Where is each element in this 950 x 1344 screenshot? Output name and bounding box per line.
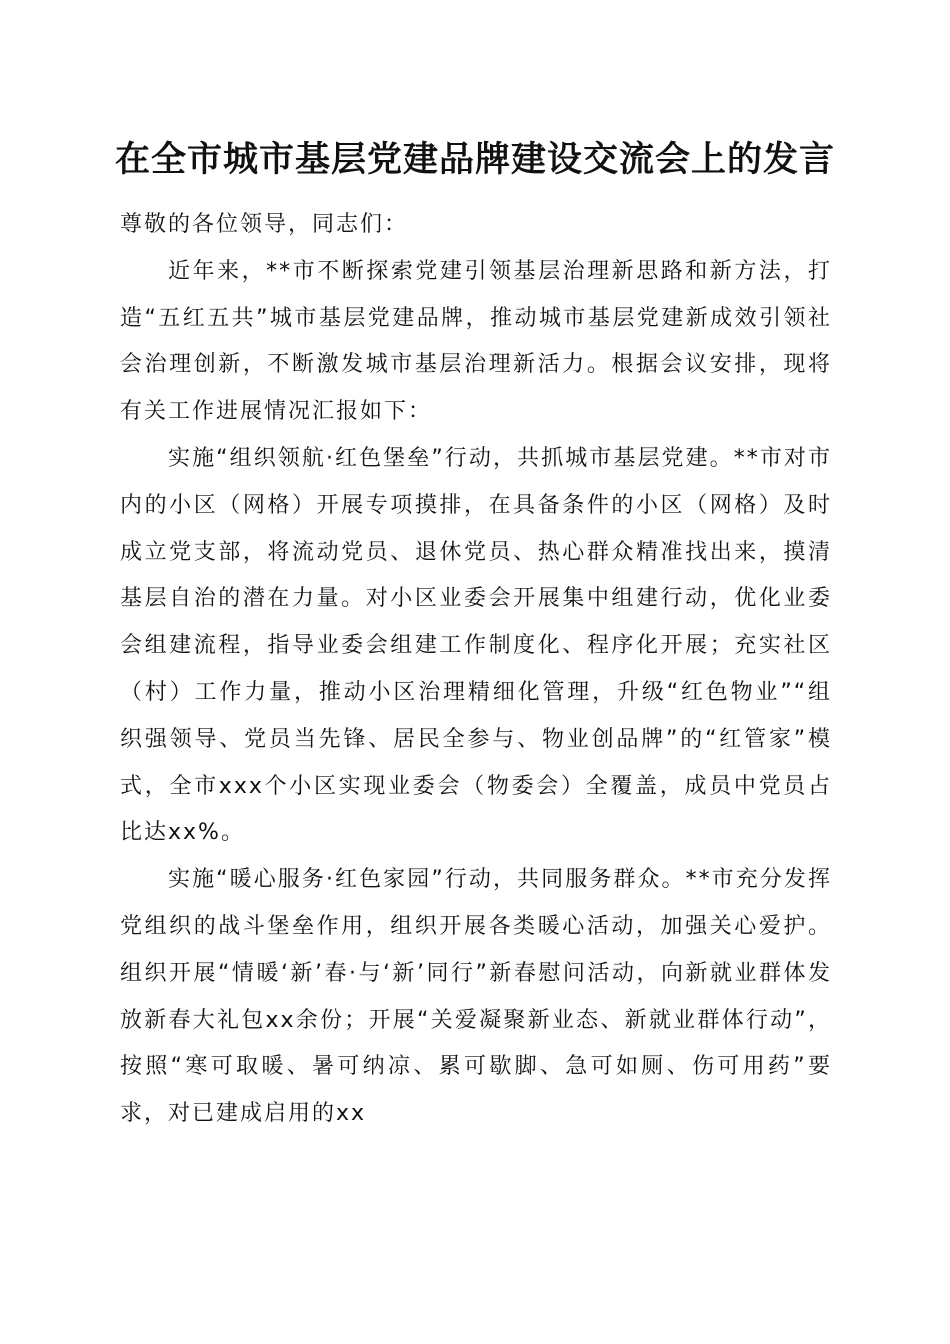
paragraph-intro: 近年来，**市不断探索党建引领基层治理新思路和新方法，打造“五红五共”城市基层党建品牌，推动城市基层党建新成效引领社会治理创新，不断激发城市基层治理新活力。根据会议安排，现将有关工作进展情况汇报如下： bbox=[120, 258, 832, 425]
paragraph-service: 实施“暖心服务·红色家园”行动，共同服务群众。**市充分发挥党组织的战斗堡垒作用，组织开展各类暖心活动，加强关心爱护。组织开展“情暖‘新’春·与‘新’同行”新春慰问活动，向新就业群体发放新春大礼包xx余份；开展“关爱凝聚新业态、新就业群体行动”，按照“寒可取暖、暑可纳凉、累可歇脚、急可如厕、伤可用药”要求，对已建成启用的xx bbox=[120, 867, 832, 1127]
document-body bbox=[120, 202, 832, 1138]
paragraph-organization: 实施“组织领航·红色堡垒”行动，共抓城市基层党建。**市对市内的小区（网格）开展专项摸排，在具备条件的小区（网格）及时成立党支部，将流动党员、退休党员、热心群众精准找出来，摸清基层自治的潜在力量。对小区业委会开展集中组建行动，优化业委会组建流程，指导业委会组建工作制度化、程序化开展；充实社区（村）工作力量，推动小区治理精细化管理，升级“红色物业”“组织强领导、党员当先锋、居民全参与、物业创品牌”的“红管家”模式，全市xxx个小区实现业委会（物委会）全覆盖，成员中党员占比达xx%。 bbox=[120, 445, 832, 846]
document-title: 在全市城市基层党建品牌建设交流会上的发言 bbox=[114, 139, 835, 180]
salutation: 尊敬的各位领导，同志们： bbox=[120, 212, 409, 237]
